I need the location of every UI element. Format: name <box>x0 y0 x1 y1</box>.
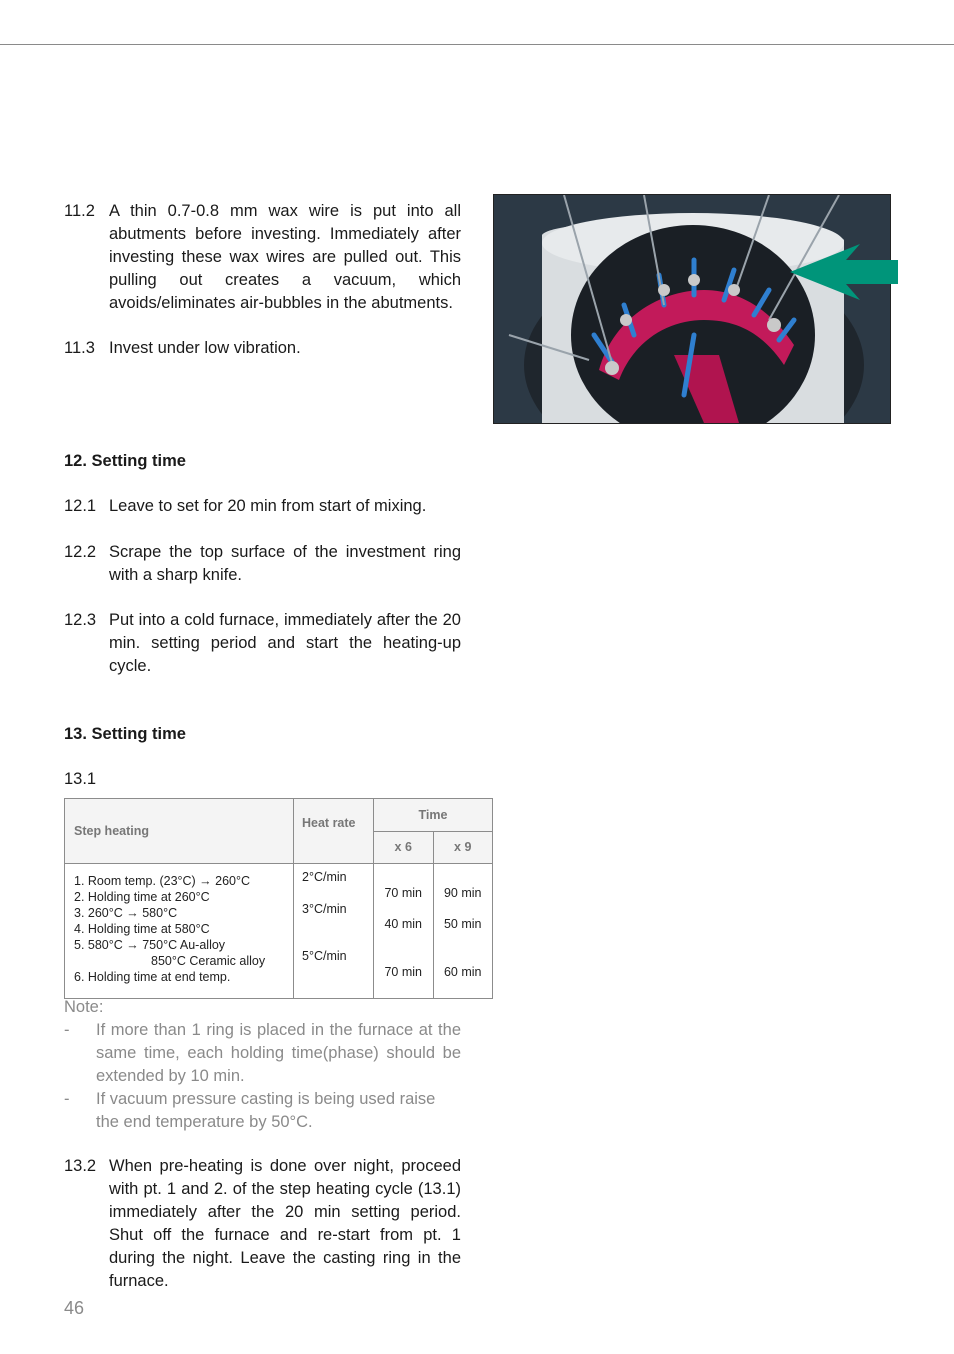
step-line: 3. 260°C → 580°C <box>74 906 178 920</box>
item-number: 12.2 <box>64 543 97 561</box>
column-header-x9: x 9 <box>433 832 493 864</box>
note-dash: - <box>64 1090 70 1108</box>
step-line: 6. Holding time at end temp. <box>74 970 231 984</box>
note-item <box>64 1019 461 1088</box>
note-text: If more than 1 ring is placed in the furnace at the same time, each holding time(phase) should be extended by 10 min. <box>96 1021 461 1085</box>
item-13-2 <box>64 1155 461 1293</box>
item-13-2-block <box>64 1155 461 1293</box>
time-value: 90 min <box>443 886 482 900</box>
note-text: If vacuum pressure casting is being used raise the end temperature by 50°C. <box>96 1090 436 1131</box>
step-line: 1. Room temp. (23°C) → 260°C <box>74 874 251 888</box>
page-number: 46 <box>64 1298 85 1318</box>
column-header-x6: x 6 <box>374 832 434 864</box>
item-12-2 <box>64 541 461 587</box>
item-number: 12.3 <box>64 611 97 629</box>
rate-value: 5°C/min <box>302 949 347 963</box>
item-number: 13.1 <box>64 770 97 788</box>
item-number: 12.1 <box>64 497 97 515</box>
item-text: Leave to set for 20 min from start of mixing. <box>109 497 427 515</box>
time-x6-cell <box>374 864 434 999</box>
time-value: 70 min <box>384 965 423 979</box>
step-line: 5. 580°C → 750°C Au-alloy <box>74 938 226 952</box>
section-heading: 12. Setting time <box>64 452 186 470</box>
item-number: 11.2 <box>64 202 95 220</box>
time-value: 70 min <box>384 886 423 900</box>
top-rule <box>0 44 954 45</box>
photo-illustration <box>494 195 890 423</box>
step-heating-table <box>64 798 493 999</box>
item-number: 11.3 <box>64 339 95 357</box>
item-text: When pre-heating is done over night, proceed with pt. 1 and 2. of the step heating cycle (13.1) immediately after the 20 min setting period. Shut off the furnace and re-start from pt. 1 during the night. Leave the casting ring in the furnace. <box>109 1157 461 1290</box>
item-11-2 <box>64 200 461 315</box>
item-text: A thin 0.7-0.8 mm wax wire is put into all abutments before investing. Immediately after investing these wax wires are pulled out. This pulling out creates a vacuum, which avoids/eliminates air-bubbles in the abutments. <box>109 202 461 312</box>
item-12-1 <box>64 495 461 518</box>
item-number: 13.2 <box>64 1157 97 1175</box>
section-11 <box>64 200 461 360</box>
item-12-3 <box>64 609 461 678</box>
table-row <box>65 864 493 999</box>
step-line: 4. Holding time at 580°C <box>74 922 210 936</box>
item-text: Put into a cold furnace, immediately after the 20 min. setting period and start the heating-up cycle. <box>109 611 461 675</box>
item-text: Scrape the top surface of the investment ring with a sharp knife. <box>109 543 461 584</box>
section-heading: 13. Setting time <box>64 725 186 743</box>
rate-value: 2°C/min <box>302 870 347 884</box>
section-13 <box>64 723 461 791</box>
note-dash: - <box>64 1021 70 1039</box>
time-value: 40 min <box>384 917 423 931</box>
arrow-icon <box>790 244 900 300</box>
column-header-rate: Heat rate <box>294 799 374 864</box>
time-x9-cell <box>433 864 493 999</box>
item-text: Invest under low vibration. <box>109 339 301 357</box>
item-11-3 <box>64 337 461 360</box>
step-line: 850°C Ceramic alloy <box>151 954 266 968</box>
time-value: 60 min <box>443 965 482 979</box>
step-line: 2. Holding time at 260°C <box>74 890 210 904</box>
column-header-step: Step heating <box>65 799 294 864</box>
rate-cell <box>294 864 374 999</box>
time-value: 50 min <box>443 917 482 931</box>
column-header-time: Time <box>374 799 493 832</box>
section-12 <box>64 450 461 678</box>
note-item <box>64 1088 461 1134</box>
note-block <box>64 996 461 1134</box>
note-label: Note: <box>64 998 104 1016</box>
steps-cell <box>65 864 294 999</box>
rate-value: 3°C/min <box>302 902 347 916</box>
casting-ring-photo <box>493 194 891 424</box>
